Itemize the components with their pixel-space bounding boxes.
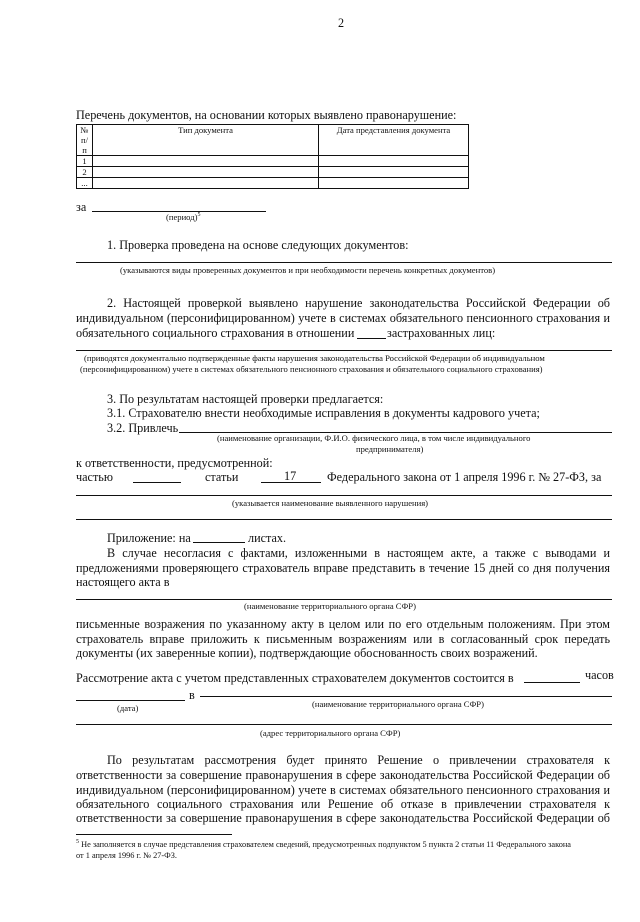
- footnote-line-1: $^5$ Не заполняется в случае представления страхователем сведений, предусмотренных подпунктом 5 пункта 2 статьи 11 Федерального закона: [76, 839, 571, 849]
- appendix-label: Приложение: на: [107, 531, 191, 545]
- article-label: статьи: [205, 470, 239, 484]
- entity-caption-1: (наименование организации, Ф.И.О. физического лица, в том числе индивидуального: [217, 433, 531, 443]
- violation-caption: (указывается наименование выявленного нарушения): [232, 498, 429, 508]
- disagree-line-3: настоящего акта в: [76, 575, 170, 589]
- responsibility-text: к ответственности, предусмотренной:: [76, 456, 273, 470]
- col-type-header: Тип документа: [93, 125, 319, 156]
- entity-caption-2: предпринимателя): [356, 444, 424, 454]
- result-line-1: По результатам рассмотрения будет принято Решение о привлечении страхователя к: [107, 753, 610, 767]
- violation-field-line: [76, 495, 612, 496]
- violation-field-line-2: [76, 519, 612, 520]
- table-row: 2: [77, 167, 469, 178]
- hours-label: часов: [585, 668, 614, 682]
- section-2-line-3b: застрахованных лиц:: [387, 326, 496, 340]
- section-1-text: 1. Проверка проведена на основе следующих документов:: [107, 238, 409, 252]
- table-header-row: [77, 125, 469, 156]
- review-text: Рассмотрение акта с учетом представленных страхователем документов состоится в: [76, 671, 514, 685]
- review-org-caption: (наименование территориального органа СФР): [312, 699, 484, 709]
- section-3-item-2: 3.2. Привлечь: [107, 421, 179, 435]
- tfr-org-caption: (наименование территориального органа СФР): [244, 601, 416, 611]
- part-label: частью: [76, 470, 113, 484]
- address-field-line: [76, 724, 612, 725]
- table-row: 1: [77, 156, 469, 167]
- footnote-separator: [76, 834, 232, 835]
- hours-field-line: [524, 682, 580, 683]
- doc-list-table: [76, 124, 469, 189]
- appendix-sheets: листах.: [248, 531, 287, 545]
- disagree-line-4: письменные возражения по указанному акту в целом или по его отдельным положениям. При этом: [76, 617, 610, 631]
- tfr-org-field-line: [76, 599, 612, 600]
- disagree-line-5: страхователь вправе приложить к письменным возражениям или в согласованный срок передать: [76, 632, 610, 646]
- disagree-line-6: документы (их заверенные копии), подтверждающие обоснованность своих возражений.: [76, 646, 538, 660]
- result-line-5: ответственности за совершение правонарушения в сфере законодательства Российской Федерации об: [76, 811, 610, 825]
- period-prefix: за: [76, 200, 87, 214]
- page-number: 2: [338, 16, 345, 30]
- law-reference: Федерального закона от 1 апреля 1996 г. № 27-ФЗ, за: [327, 470, 602, 484]
- part-field-line: [133, 482, 181, 483]
- section-1-field-line: [76, 262, 612, 263]
- date-caption: (дата): [117, 703, 139, 713]
- section-3-item-1: 3.1. Страхователю внести необходимые исправления в документы кадрового учета;: [107, 406, 540, 420]
- article-number: 17: [284, 469, 297, 483]
- disagree-line-1: В случае несогласия с фактами, изложенными в настоящем акте, а также с выводами и: [107, 546, 610, 560]
- in-label: в: [189, 688, 195, 702]
- result-line-2: ответственности за совершение правонарушения в сфере законодательства Российской Федерации об: [76, 768, 610, 782]
- col-num-header: № п/п: [77, 125, 93, 156]
- footnote-line-2: от 1 апреля 1996 г. № 27-ФЗ.: [76, 851, 177, 860]
- section-3-intro: 3. По результатам настоящей проверки предлагается:: [107, 392, 384, 406]
- section-2-caption-2: (персонифицированном) учете в системах обязательного пенсионного страхования и обязательного социального страхования): [80, 364, 543, 374]
- result-line-4: обязательного социального страхования или Решение об отказе в привлечении страхователя к: [76, 797, 610, 811]
- sheets-field-line: [193, 542, 245, 543]
- doc-list-title: Перечень документов, на основании которых выявлено правонарушение:: [76, 108, 457, 122]
- section-2-line-1: 2. Настоящей проверкой выявлено нарушение законодательства Российской Федерации об: [107, 296, 610, 310]
- address-caption: (адрес территориального органа СФР): [260, 728, 401, 738]
- section-2-line-3a: обязательного социального страхования в отношении: [76, 326, 355, 340]
- review-org-field-line: [200, 696, 612, 697]
- section-1-caption: (указываются виды проверенных документов и при необходимости перечень конкретных документов): [120, 265, 496, 275]
- disagree-line-2: предложениями проверяющего страхователь вправе представить в течение 15 дней со дня получения: [76, 561, 610, 575]
- date-field-line: [76, 700, 185, 701]
- result-line-3: индивидуальном (персонифицированном) учете в системах обязательного пенсионного страхования и: [76, 783, 610, 797]
- section-2-field-line: [76, 350, 612, 351]
- section-2-line-2: индивидуальном (персонифицированном) учете в системах обязательного пенсионного страхования и: [76, 311, 610, 325]
- table-row: ...: [77, 178, 469, 189]
- insured-count-field-line: [357, 338, 386, 339]
- col-date-header: Дата представления документа: [319, 125, 469, 156]
- period-caption: (период)$^5$: [166, 212, 201, 222]
- section-2-caption-1: (приводятся документально подтвержденные факты нарушения законодательства Российской Федерации об индивидуальном: [84, 353, 545, 363]
